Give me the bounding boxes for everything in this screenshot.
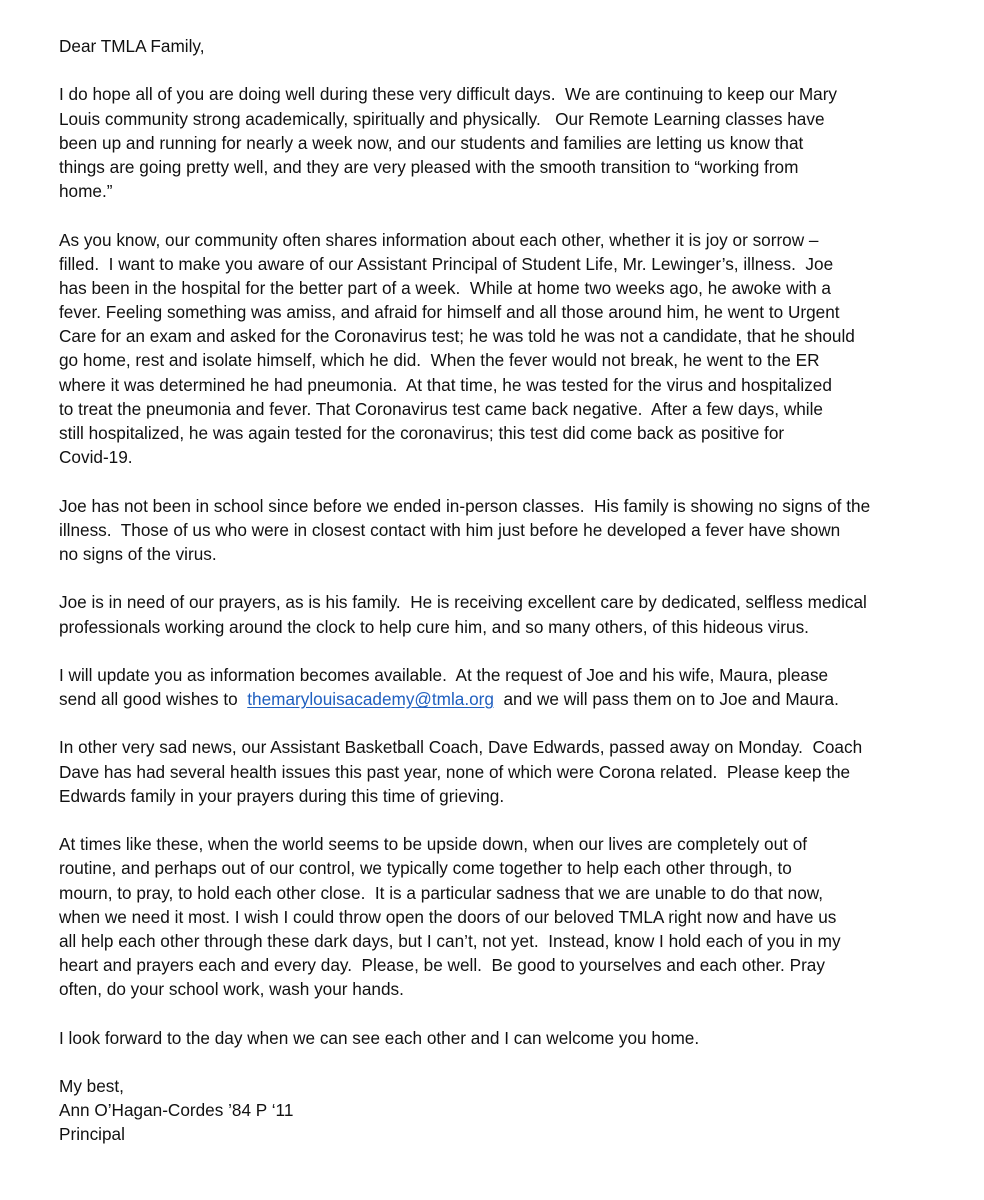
paragraph-line: to treat the pneumonia and fever. That Coronavirus test came back negative. After a few days, while <box>59 398 823 419</box>
paragraph-line: often, do your school work, wash your hands. <box>59 979 404 1000</box>
email-lead-text: send all good wishes to <box>59 689 248 710</box>
greeting: Dear TMLA Family, <box>59 36 205 56</box>
paragraph-line: Joe is in need of our prayers, as is his family. He is receiving excellent care by dedicated, selfless medical <box>59 592 867 613</box>
email-trail-text: and we will pass them on to Joe and Maura. <box>493 689 839 710</box>
paragraph-line: where it was determined he had pneumonia. At that time, he was tested for the virus and hospitalized <box>59 374 832 395</box>
closing-salutation: My best, <box>59 1076 124 1097</box>
paragraph-opening <box>59 82 959 203</box>
signer-title: Principal <box>59 1124 125 1145</box>
paragraph-line: At times like these, when the world seems to be upside down, when our lives are completely out of <box>59 834 808 855</box>
signer-name: Ann O’Hagan-Cordes ’84 P ‘11 <box>59 1100 294 1121</box>
paragraph-line: professionals working around the clock to help cure him, and so many others, of this hideous virus. <box>59 616 809 637</box>
letter-body <box>59 34 959 1147</box>
paragraph-line: I will update you as information becomes available. At the request of Joe and his wife, Maura, please <box>59 664 829 685</box>
paragraph-prayers <box>59 590 959 638</box>
paragraph-reflection <box>59 832 959 1001</box>
paragraph-line: go home, rest and isolate himself, which he did. When the fever would not break, he went to the ER <box>59 350 820 371</box>
paragraph-gap <box>59 203 959 227</box>
paragraph-line: been up and running for nearly a week now, and our students and families are letting us know that <box>59 132 804 153</box>
paragraph-line: all help each other through these dark days, but I can’t, not yet. Instead, know I hold each of you in my <box>59 930 841 951</box>
paragraph-coach-news <box>59 735 959 808</box>
paragraph-line: heart and prayers each and every day. Please, be well. Be good to yourselves and each other. Pray <box>59 955 825 976</box>
paragraph-joe-illness <box>59 228 959 470</box>
email-link[interactable]: themarylouisacademy@tmla.org <box>247 689 494 710</box>
paragraph-line: has been in the hospital for the better part of a week. While at home two weeks ago, he awoke with a <box>59 277 831 298</box>
paragraph-line: In other very sad news, our Assistant Basketball Coach, Dave Edwards, passed away on Monday. Coach <box>59 737 863 758</box>
paragraph-line: Covid-19. <box>59 447 133 468</box>
paragraph-school-status <box>59 494 959 567</box>
paragraph-line: filled. I want to make you aware of our Assistant Principal of Student Life, Mr. Lewinger’s, illness. Joe <box>59 253 834 274</box>
paragraph-gap <box>59 566 959 590</box>
paragraph-line: home.” <box>59 181 113 202</box>
paragraph-line: Care for an exam and asked for the Coronavirus test; he was told he was not a candidate, that he should <box>59 326 855 347</box>
paragraph-line: illness. Those of us who were in closest contact with him just before he developed a fever have shown <box>59 519 841 540</box>
paragraph-line: Edwards family in your prayers during this time of grieving. <box>59 785 505 806</box>
paragraph-line: Joe has not been in school since before we ended in-person classes. His family is showing no signs of the <box>59 495 871 516</box>
paragraph-line: routine, and perhaps out of our control, we typically come together to help each other through, to <box>59 858 792 879</box>
paragraph-line: still hospitalized, he was again tested for the coronavirus; this test did come back as positive for <box>59 423 785 443</box>
paragraph-closing-thought: I look forward to the day when we can see each other and I can welcome you home. <box>59 1027 700 1048</box>
paragraph-line: mourn, to pray, to hold each other close. It is a particular sadness that we are unable to do that now, <box>59 882 824 903</box>
paragraph-gap <box>59 58 959 82</box>
paragraph-line: Dave has had several health issues this past year, none of which were Corona related. Please keep the <box>59 761 851 782</box>
paragraph-line: I do hope all of you are doing well during these very difficult days. We are continuing to keep our Mary <box>59 84 838 105</box>
paragraph-updates <box>59 663 959 711</box>
paragraph-gap <box>59 808 959 832</box>
paragraph-line: fever. Feeling something was amiss, and afraid for himself and all those around him, he went to Urgent <box>59 302 840 323</box>
paragraph-line-with-email <box>59 687 959 711</box>
paragraph-gap <box>59 469 959 493</box>
paragraph-gap <box>59 1050 959 1074</box>
paragraph-line: when we need it most. I wish I could throw open the doors of our beloved TMLA right now and have us <box>59 906 837 927</box>
paragraph-gap <box>59 639 959 663</box>
paragraph-gap <box>59 711 959 735</box>
paragraph-line: Louis community strong academically, spiritually and physically. Our Remote Learning classes have <box>59 108 825 129</box>
paragraph-line: no signs of the virus. <box>59 543 217 564</box>
paragraph-line: As you know, our community often shares information about each other, whether it is joy or sorrow – <box>59 229 819 250</box>
paragraph-gap <box>59 1002 959 1026</box>
paragraph-line: things are going pretty well, and they are very pleased with the smooth transition to “working from <box>59 156 799 177</box>
signature-block <box>59 1074 959 1147</box>
